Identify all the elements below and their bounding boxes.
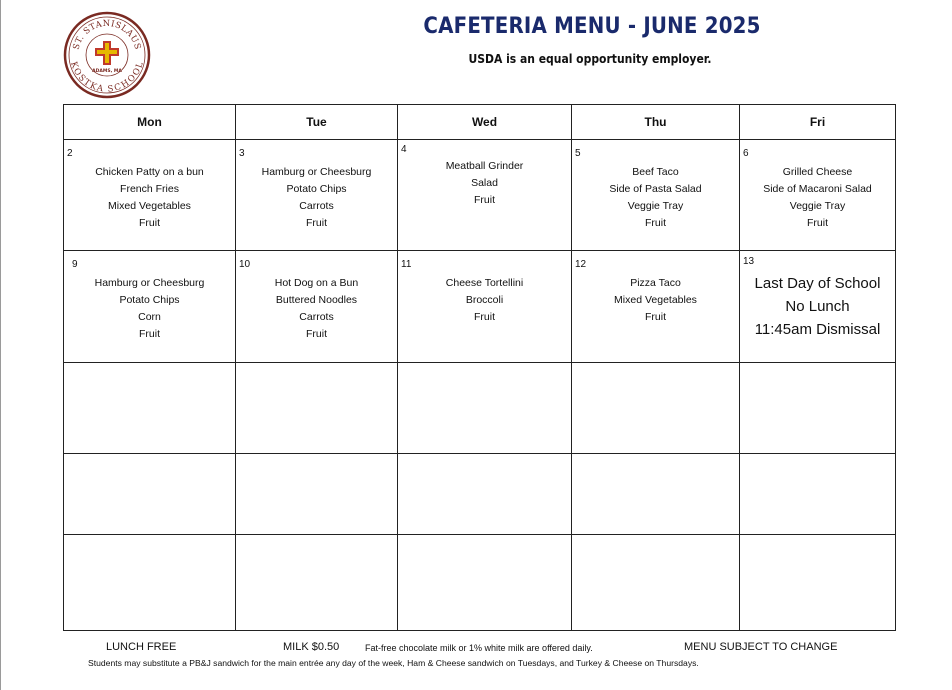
menu-item: Buttered Noodles	[275, 294, 358, 306]
menu-item: French Fries	[120, 183, 179, 195]
menu-items	[740, 272, 895, 341]
menu-items	[398, 158, 571, 209]
day-cell	[64, 454, 236, 535]
menu-item: Fruit	[306, 217, 327, 229]
day-cell	[398, 535, 572, 631]
menu-item: Fruit	[474, 194, 495, 206]
day-cell	[64, 363, 236, 454]
menu-items	[236, 275, 397, 343]
menu-item: Hot Dog on a Bun	[274, 277, 359, 289]
day-cell	[236, 454, 398, 535]
menu-item: Potato Chips	[119, 294, 180, 306]
menu-items	[572, 275, 739, 326]
menu-item: Corn	[138, 311, 161, 323]
day-cell	[398, 363, 572, 454]
menu-items	[398, 275, 571, 326]
menu-item: Carrots	[299, 311, 334, 323]
day-cell	[236, 363, 398, 454]
week-row	[64, 140, 896, 251]
menu-item: Fruit	[306, 328, 327, 340]
day-number: 13	[743, 256, 755, 267]
day-cell	[398, 251, 572, 363]
menu-item: Fruit	[645, 311, 666, 323]
menu-item: Chicken Patty on a bun	[95, 166, 204, 178]
menu-items	[740, 164, 895, 232]
day-number: 3	[239, 148, 245, 159]
menu-item: Meatball Grinder	[445, 160, 524, 172]
day-cell	[64, 251, 236, 363]
menu-item: Beef Taco	[632, 166, 679, 178]
day-cell	[64, 140, 236, 251]
menu-item: Pizza Taco	[630, 277, 681, 289]
menu-item: Hamburg or Cheesburg	[94, 277, 205, 289]
menu-item: Fruit	[645, 217, 666, 229]
day-cell	[740, 363, 896, 454]
day-cell	[572, 363, 740, 454]
week-row	[64, 363, 896, 454]
day-cell	[236, 251, 398, 363]
svg-text:ST. STANISLAUS: ST. STANISLAUS	[71, 18, 143, 51]
milk-price: MILK $0.50	[283, 641, 340, 653]
menu-item: Hamburg or Cheesburg	[261, 166, 372, 178]
day-cell	[398, 140, 572, 251]
day-number: 6	[743, 148, 749, 159]
weekday-header: Mon	[64, 105, 236, 140]
page-subtitle: USDA is an equal opportunity employer.	[468, 52, 712, 66]
day-number: 9	[72, 259, 78, 270]
day-cell	[398, 454, 572, 535]
menu-item: Fruit	[807, 217, 828, 229]
day-cell	[740, 454, 896, 535]
menu-items	[572, 164, 739, 232]
day-number: 10	[239, 259, 251, 270]
menu-calendar	[63, 104, 896, 631]
menu-item: Cheese Tortellini	[445, 277, 524, 289]
school-seal-logo	[63, 11, 151, 99]
weekday-header: Tue	[236, 105, 398, 140]
day-cell	[236, 535, 398, 631]
menu-item: No Lunch	[785, 298, 850, 315]
menu-item: Carrots	[299, 200, 334, 212]
milk-note: Fat-free chocolate milk or 1% white milk are offered daily.	[365, 643, 593, 653]
menu-item: Mixed Vegetables	[108, 200, 191, 212]
page-left-edge	[0, 0, 1, 690]
day-cell	[64, 535, 236, 631]
menu-item: Last Day of School	[754, 275, 881, 292]
menu-item: Veggie Tray	[627, 200, 684, 212]
svg-text:ADAMS, MA: ADAMS, MA	[92, 69, 122, 74]
week-row	[64, 251, 896, 363]
menu-item: Salad	[471, 177, 498, 189]
menu-item: Grilled Cheese	[782, 166, 853, 178]
day-cell	[740, 251, 896, 363]
day-cell	[572, 535, 740, 631]
day-number: 4	[401, 144, 407, 155]
menu-items	[236, 164, 397, 232]
substitution-note: Students may substitute a PB&J sandwich for the main entrée any day of the week, Ham & Cheese sandwich on Tuesdays, and Turkey & Cheese on Thursdays.	[88, 658, 699, 668]
menu-items	[64, 164, 235, 232]
weekday-header-row	[64, 105, 896, 140]
menu-item: Broccoli	[465, 294, 504, 306]
day-number: 12	[575, 259, 587, 270]
day-number: 2	[67, 148, 73, 159]
day-cell	[236, 140, 398, 251]
day-number: 5	[575, 148, 581, 159]
day-cell	[740, 140, 896, 251]
menu-items	[64, 275, 235, 343]
menu-item: Fruit	[474, 311, 495, 323]
weekday-header: Thu	[572, 105, 740, 140]
svg-text:KOSTKA SCHOOL: KOSTKA SCHOOL	[68, 60, 146, 95]
week-row	[64, 535, 896, 631]
menu-item: Fruit	[139, 217, 160, 229]
menu-item: 11:45am Dismissal	[754, 321, 881, 338]
day-number: 11	[401, 259, 412, 270]
day-cell	[572, 251, 740, 363]
day-cell	[740, 535, 896, 631]
menu-item: Fruit	[139, 328, 160, 340]
menu-item: Mixed Vegetables	[614, 294, 697, 306]
day-cell	[572, 140, 740, 251]
week-row	[64, 454, 896, 535]
day-cell	[572, 454, 740, 535]
menu-item: Potato Chips	[286, 183, 347, 195]
lunch-price: LUNCH FREE	[106, 641, 177, 653]
page-title: CAFETERIA MENU - JUNE 2025	[423, 14, 761, 39]
menu-item: Veggie Tray	[789, 200, 846, 212]
menu-item: Side of Pasta Salad	[609, 183, 702, 195]
menu-item: Side of Macaroni Salad	[763, 183, 872, 195]
weekday-header: Fri	[740, 105, 896, 140]
weekday-header: Wed	[398, 105, 572, 140]
menu-change-note: MENU SUBJECT TO CHANGE	[684, 641, 838, 653]
